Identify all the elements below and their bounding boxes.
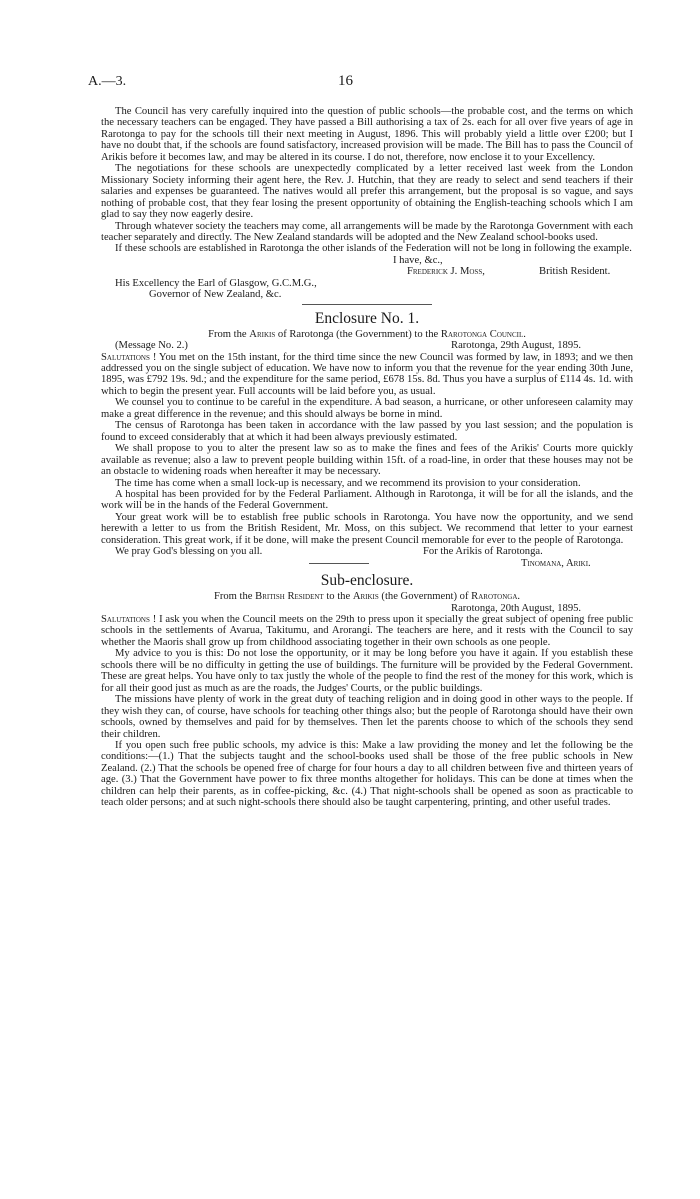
enclosure-paragraph: Your great work will be to establish free public schools in Rarotonga. You have now the opportunity, and we send herewith a letter to us from the British Resident, Mr. Moss, on this subject. We recommend that letter to your earnest consideration. This great work, if it be done, will make the present Council memorable for ever to the people of Rarotonga. [101, 511, 633, 546]
enclosure-signature-line [101, 558, 633, 569]
enclosure-paragraph: We counsel you to continue to be careful in the expenditure. A bad season, a hurricane, or other unforeseen calamity may make a great difference in the revenue; and this should always be borne in mind. [101, 397, 633, 420]
addressee-line-1 [101, 278, 633, 289]
letter-signature-line [101, 266, 633, 277]
page-header [88, 73, 648, 92]
for-line: For the Arikis of Rarotonga. [423, 546, 543, 558]
section-divider [302, 304, 432, 305]
sub-enclosure-paragraph: Salutations ! I ask you when the Council meets on the 29th to press upon it specially the great subject of opening free public schools in the settlements of Avarua, Takitumu, and Arorangi. The teachers are here, and it rests with the Council to say whether the Maoris shall grow up from childhood associating together in their own schools as one people. [101, 614, 633, 648]
addressee-line-2 [101, 289, 633, 300]
letter-signer: Frederick J. Moss, [407, 266, 485, 278]
enclosure-heading: Enclosure No. 1. [314, 309, 420, 327]
addressee: His Excellency the Earl of Glasgow, G.C.M.G., [115, 277, 317, 289]
message-line [101, 340, 633, 351]
blessing-line [101, 546, 633, 557]
letter-paragraph: The negotiations for these schools are unexpectedly complicated by a letter received last week from the London Missionary Society informing their agent here, the Rev. J. Hutchin, that they are ready to select and send teachers if their salaries and expenses be guaranteed. The natives would all prefer this arrangement, but the proposal is so vague, and says nothing of probable cost, that they fear losing the present opportunity of obtaining the English-teaching schools which I am glad to say they now eagerly desire. [101, 163, 633, 221]
enclosure-from-line: From the Arikis of Rarotonga (the Government) to the Rarotonga Council. [208, 328, 526, 340]
salutation: Salutations ! [101, 351, 157, 363]
signature-rule [309, 563, 369, 564]
page-reference: A.—3. [88, 74, 127, 89]
enclosure-paragraph: The census of Rarotonga has been taken in accordance with the law passed by you last session; and the population is found to exceed considerably that at which it had been always previously estimated. [101, 420, 633, 443]
sub-enclosure-paragraph: If you open such free public schools, my advice is this: Make a law providing the money and let the following be the conditions:—(1.) That the subjects taught and the school-books used shall be those of the free public schools in New Zealand. (2.) That the schools be opened free of charge for four hours a day to all children between five and thirteen years of age. (3.) That the Government have power to fix three months altogether for holidays. This can be done at times when the children can help their parents, as in coffee-picking, &c. (4.) That night-schools shall be opened as soon as practicable to teach older persons; and at such night-schools there should also be taught carpentering, printing, and other useful trades. [101, 739, 633, 809]
document-body [101, 106, 633, 809]
letter-paragraph: The Council has very carefully inquired into the question of public schools—the probable cost, and the terms on which the necessary teachers can be engaged. They have passed a Bill authorising a tax of 2s. each for all over five years of age in Rarotonga to pay for the schools till their next meeting in August, 1896. This will probably yield a little over £200; but I have no doubt that, if the schools are found satisfactory, increased provision will be made. The Bill has to pass the Council of Arikis before it becomes law, and may be altered in its course. I do not, therefore, now enclose it to your Excellency. [101, 106, 633, 163]
letter-paragraph: If these schools are established in Rarotonga the other islands of the Federation will not be long in following the example. [115, 243, 632, 255]
sub-enclosure-paragraph: My advice to you is this: Do not lose the opportunity, or it may be long before you have it again. If you establish these schools there will be no difficulty in getting the use of buildings. The furniture will be provided by the Federal Government. These are great helps. You have only to tax justly the whole of the people to find the rest of the money for this work, which is for all their good just as much as are the roads, the Judges' Courts, or the public buildings. [101, 648, 633, 694]
letter-signer-title: British Resident. [539, 266, 611, 278]
sub-enclosure-date-line [101, 603, 633, 614]
addressee-title: Governor of New Zealand, &c. [149, 289, 282, 301]
enclosure-paragraph: The time has come when a small lock-up is necessary, and we recommend its provision to your consideration. [115, 477, 581, 489]
enclosure-paragraph: Salutations ! You met on the 15th instant, for the third time since the new Council was formed by law, in 1893; and we then addressed you on the single subject of education. We have now to inform you that the revenue for the year ending 30th June, 1895, was £792 19s. 9d.; and the expenditure for the same period, £678 15s. 8d. Thus you have a surplus of £114 4s. 1d. with which to begin the present year. Full accounts will be laid before you, as usual. [101, 351, 634, 397]
letter-paragraph: Through whatever society the teachers may come, all arrangements will be made by the Rarotonga Government with each teacher separately and directly. The New Zealand standards will be adopted and the New Zealand school-books used. [101, 220, 633, 243]
sub-enclosure-heading: Sub-enclosure. [320, 572, 414, 590]
letter-closing-line [101, 255, 633, 266]
letter-closing: I have, &c., [393, 254, 443, 266]
sub-enclosure-place-date: Rarotonga, 20th August, 1895. [451, 602, 582, 614]
blessing: We pray God's blessing on you all. [115, 546, 263, 558]
page-number: 16 [338, 73, 353, 89]
enclosure-paragraph: A hospital has been provided for by the Federal Parliament. Although in Rarotonga, it will be for all the islands, and the work will be in the hands of the Federal Government. [101, 488, 633, 512]
message-place-date: Rarotonga, 29th August, 1895. [451, 340, 582, 352]
message-number: (Message No. 2.) [115, 340, 188, 352]
salutation: Salutations ! [101, 614, 157, 625]
enclosure-paragraph: We shall propose to you to alter the present law so as to make the fines and fees of the Arikis' Courts more quickly available as revenue; also a law to prevent people building within 15ft. of a road-line, in order that these houses may not be an obstacle to widening roads when hereafter it may be necessary. [101, 443, 633, 478]
sub-enclosure-from-line: From the British Resident to the Arikis (the Government) of Rarotonga. [213, 591, 521, 603]
enclosure-signer: Tinomana, Ariki. [521, 557, 591, 569]
sub-enclosure-paragraph: The missions have plenty of work in the great duty of teaching religion and in doing good in other ways to the people. If they wish they can, of course, have schools for teaching other things also; but the people of Rarotonga should have their own schools, owned by themselves and paid for by themselves. Then let the parents choose to which of the schools they send their children. [101, 694, 633, 740]
